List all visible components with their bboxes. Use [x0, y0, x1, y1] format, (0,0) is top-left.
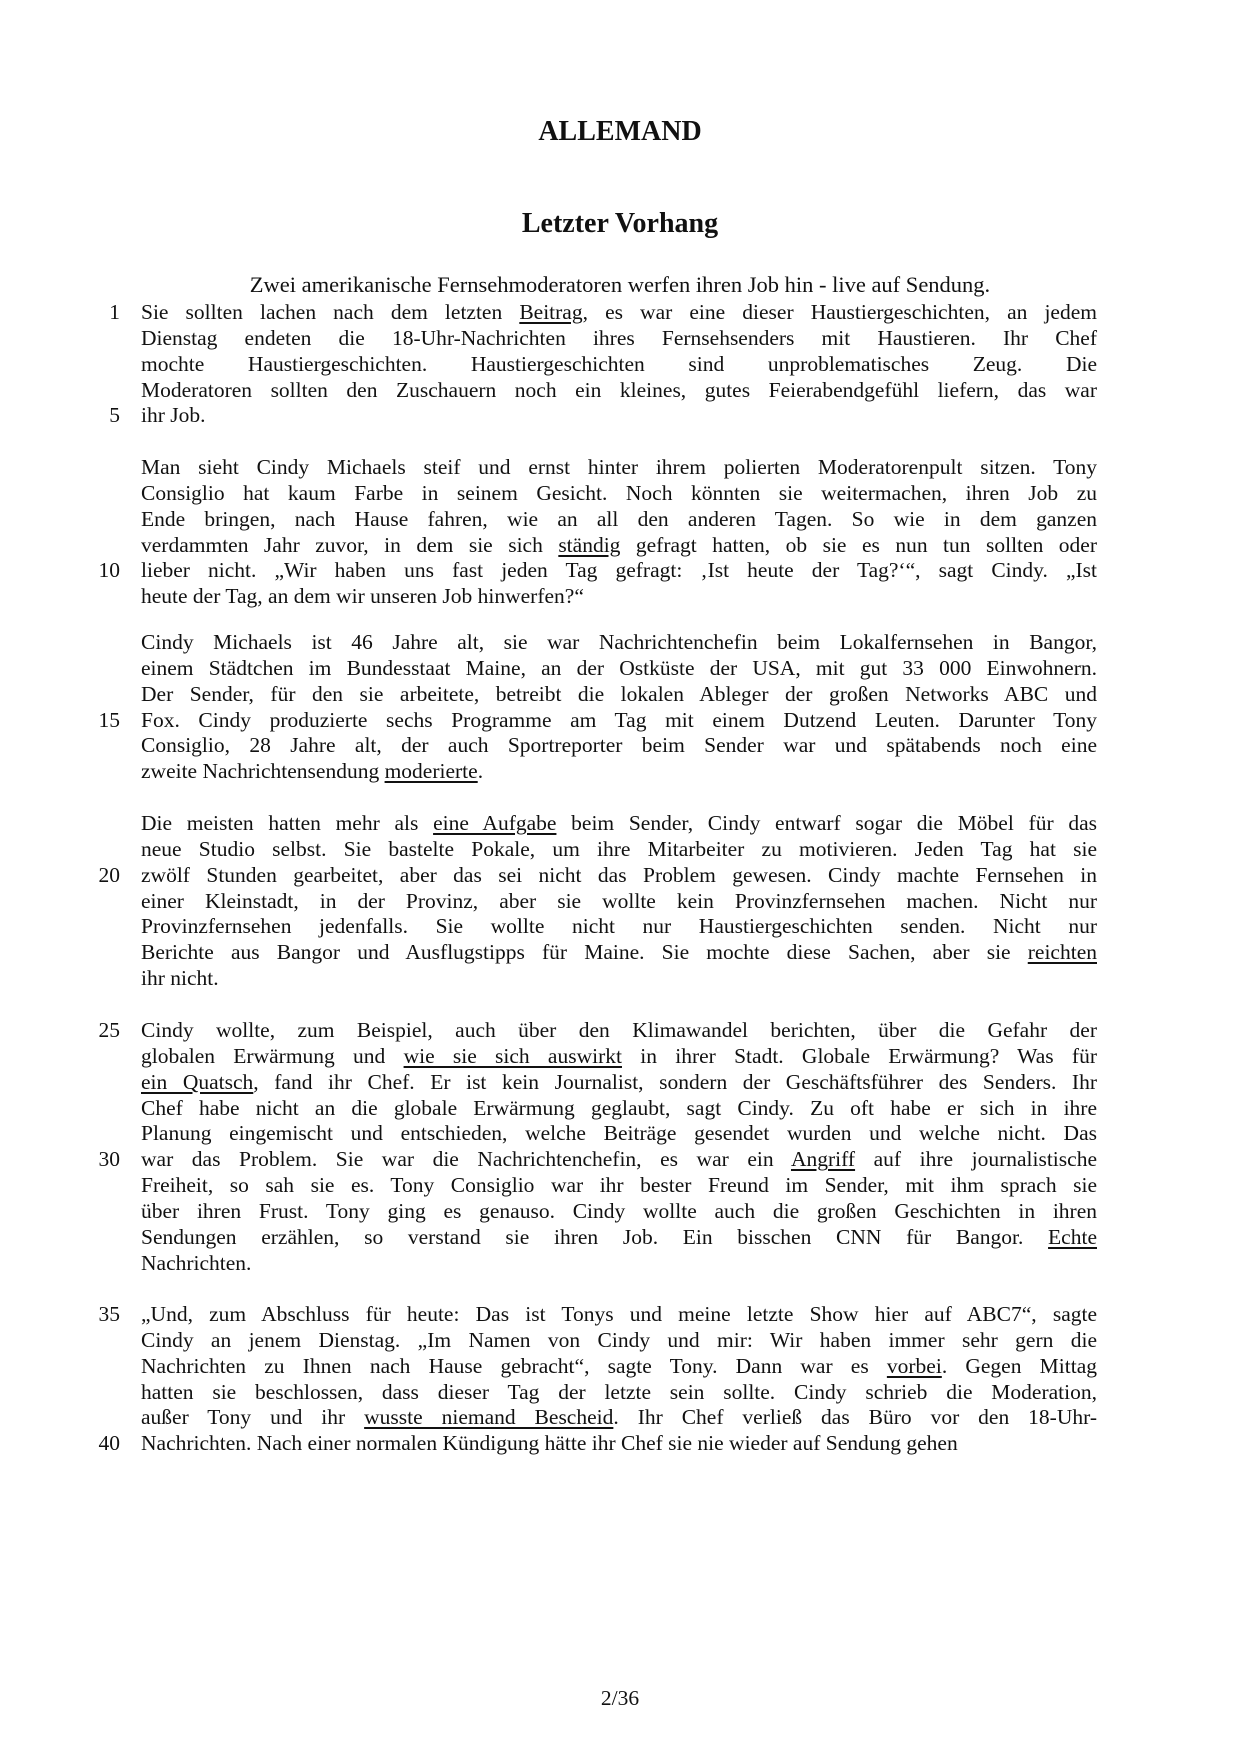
text-line: [141, 861, 1097, 890]
text-segment: Sendungen erzählen, so verstand sie ihren Job. Ein bisschen CNN für Bangor.: [141, 1224, 1049, 1249]
line-number: 35: [98, 1302, 120, 1326]
text-segment: Consiglio hat kaum Farbe in seinem Gesicht. Noch könnten sie weitermachen, ihren Job zu: [141, 480, 1097, 505]
text-segment: hatten sie beschlossen, dass dieser Tag der letzte sein sollte. Cindy schrieb die Moderation,: [141, 1379, 1097, 1404]
vocabulary-term: vorbei: [886, 1353, 942, 1378]
text-segment: Consiglio, 28 Jahre alt, der auch Sportreporter beim Sender war und spätabends noch eine: [141, 733, 1097, 758]
text-segment: Sie sollten lachen nach dem letzten: [141, 300, 520, 324]
text-line: [141, 912, 1097, 941]
text-segment: Nachrichten zu Ihnen nach Hause gebracht“, sagte Tony. Dann war es: [141, 1353, 887, 1378]
text-segment: zweite Nachrichtensendung: [141, 759, 385, 784]
text-segment: einer Kleinstadt, in der Provinz, aber sie wollte kein Provinzfernsehen machen. Nicht nur: [141, 888, 1097, 913]
text-segment: . Gegen Mittag: [941, 1353, 1097, 1378]
text-segment: beim Sender, Cindy entwarf sogar die Möbel für das: [556, 811, 1097, 835]
text-line: [141, 1171, 1097, 1200]
text-segment: .: [477, 759, 484, 784]
text-segment: Moderatoren sollten den Zuschauern noch ein kleines, gutes Feierabendgefühl liefern, das war: [141, 377, 1097, 402]
text-line: [141, 1378, 1097, 1407]
text-segment: Der Sender, für den sie arbeitete, betreibt die lokalen Ableger der großen Networks ABC und: [141, 681, 1097, 706]
text-segment: Cindy Michaels ist 46 Jahre alt, sie war Nachrichtenchefin beim Lokalfernsehen in Bangor,: [141, 630, 1097, 654]
text-segment: lieber nicht. „Wir haben uns fast jeden Tag gefragt: ‚Ist heute der Tag?‘“, sagt Cindy. „Ist: [141, 558, 1097, 583]
text-segment: Die meisten hatten mehr als: [141, 811, 434, 835]
text-segment: war das Problem. Sie war die Nachrichtenchefin, es war ein: [141, 1147, 791, 1172]
text-line: [141, 324, 1097, 353]
text-segment: ihr Job.: [141, 403, 206, 428]
section-language-heading: ALLEMAND: [538, 116, 702, 147]
vocabulary-term: reichten: [1027, 940, 1097, 965]
text-segment: Chef habe nicht an die globale Erwärmung geglaubt, sagt Cindy. Zu oft habe er sich in ihre: [141, 1095, 1097, 1120]
text-line: [141, 757, 1097, 786]
text-segment: Freiheit, so sah sie es. Tony Consiglio war ihr bester Freund im Sender, mit ihm sprach sie: [141, 1173, 1097, 1198]
text-segment: in ihrer Stadt. Globale Erwärmung? Was für: [621, 1043, 1097, 1068]
text-segment: Ende bringen, nach Hause fahren, wie an all den anderen Tagen. So wie in dem ganzen: [141, 506, 1097, 531]
text-segment: . Ihr Chef verließ das Büro vor den 18-Uhr-: [613, 1405, 1097, 1430]
text-segment: über ihren Frust. Tony ging es genauso. Cindy wollte auch die großen Geschichten in ihren: [141, 1198, 1097, 1223]
text-segment: „Und, zum Abschluss für heute: Das ist Tonys und meine letzte Show hier auf ABC7“, sagte: [141, 1302, 1097, 1326]
page-number: 2/36: [600, 1686, 640, 1710]
vocabulary-term: wusste niemand Bescheid: [364, 1405, 614, 1430]
vocabulary-term: moderierte: [384, 759, 478, 784]
text-segment: außer Tony und ihr: [141, 1405, 365, 1430]
text-line: [141, 505, 1097, 534]
article-title: Letzter Vorhang: [521, 208, 719, 239]
text-segment: Dienstag endeten die 18-Uhr-Nachrichten ihres Fernsehsenders mit Haustieren. Ihr Chef: [141, 325, 1097, 350]
text-segment: neue Studio selbst. Sie bastelte Pokale, um ihre Mitarbeiter zu motivieren. Jeden Tag hat sie: [141, 836, 1097, 861]
text-line: [141, 1068, 1097, 1097]
line-number: 20: [98, 862, 120, 887]
text-segment: ihr nicht.: [141, 966, 219, 991]
vocabulary-term: Echte: [1048, 1224, 1097, 1249]
text-segment: Cindy an jenem Dienstag. „Im Namen von Cindy und mir: Wir haben immer sehr gern die: [141, 1327, 1097, 1352]
text-line: [141, 1403, 1097, 1432]
text-segment: , fand ihr Chef. Er ist kein Journalist, sondern der Geschäftsführer des Senders. Ihr: [253, 1069, 1097, 1094]
text-segment: Fox. Cindy produzierte sechs Programme am Tag mit einem Dutzend Leuten. Darunter Tony: [141, 707, 1097, 732]
text-line: [141, 1223, 1097, 1252]
vocabulary-term: Beitrag: [519, 300, 583, 324]
text-line: [141, 964, 1097, 993]
vocabulary-term: ein Quatsch: [141, 1069, 254, 1094]
article-subtitle: Zwei amerikanische Fernsehmoderatoren werfen ihren Job hin - live auf Sendung.: [249, 272, 991, 297]
text-segment: gefragt hatten, ob sie es nun tun sollten oder: [620, 532, 1098, 557]
text-line: [141, 401, 1097, 430]
text-segment: Cindy wollte, zum Beispiel, auch über den Klimawandel berichten, über die Gefahr der: [141, 1018, 1097, 1042]
text-line: [141, 809, 1097, 838]
text-segment: Provinzfernsehen jedenfalls. Sie wollte nicht nur Haustiergeschichten senden. Nicht nur: [141, 914, 1097, 939]
vocabulary-term: eine Aufgabe: [433, 811, 557, 835]
text-segment: mochte Haustiergeschichten. Haustiergeschichten sind unproblematisches Zeug. Die: [141, 351, 1097, 376]
text-segment: Berichte aus Bangor und Ausflugstipps für Maine. Sie mochte diese Sachen, aber sie: [141, 940, 1028, 965]
text-line: [141, 1197, 1097, 1226]
vocabulary-term: ständig: [558, 532, 621, 557]
text-segment: globalen Erwärmung und: [141, 1043, 404, 1068]
text-line: [141, 1352, 1097, 1381]
text-line: [141, 479, 1097, 508]
text-segment: Man sieht Cindy Michaels steif und ernst hinter ihrem polierten Moderatorenpult sitzen. Tony: [141, 455, 1097, 479]
text-line: [141, 938, 1097, 967]
text-segment: , es war eine dieser Haustiergeschichten, an jedem: [582, 300, 1097, 324]
text-line: [141, 1249, 1097, 1278]
text-segment: zwölf Stunden gearbeitet, aber das sei nicht das Problem gewesen. Cindy machte Fernsehen in: [141, 862, 1097, 887]
line-number: 5: [109, 403, 120, 428]
text-segment: Planung eingemischt und entschieden, welche Beiträge gesendet wurden und welche nicht. Das: [141, 1121, 1097, 1146]
text-line: [141, 654, 1097, 683]
text-line: [141, 350, 1097, 379]
text-line: [141, 628, 1097, 657]
text-line: [141, 531, 1097, 560]
text-segment: Nachrichten. Nach einer normalen Kündigung hätte ihr Chef sie nie wieder auf Sendung gehen: [141, 1431, 958, 1456]
text-line: [141, 1016, 1097, 1045]
text-segment: heute der Tag, an dem wir unseren Job hinwerfen?“: [141, 584, 584, 609]
line-number: 1: [109, 300, 120, 324]
text-line: [141, 1326, 1097, 1355]
text-line: [141, 453, 1097, 482]
text-segment: Nachrichten.: [141, 1250, 252, 1275]
text-line: [141, 1145, 1097, 1174]
text-line: [141, 706, 1097, 735]
vocabulary-term: Angriff: [790, 1147, 856, 1172]
text-line: [141, 835, 1097, 864]
text-segment: verdammten Jahr zuvor, in dem sie sich: [141, 532, 559, 557]
line-number: 40: [98, 1431, 120, 1456]
line-number: 15: [98, 707, 120, 732]
line-number: 10: [98, 558, 120, 583]
vocabulary-term: wie sie sich auswirkt: [403, 1043, 622, 1068]
text-line: [141, 1042, 1097, 1071]
text-line: [141, 1119, 1097, 1148]
text-segment: einem Städtchen im Bundesstaat Maine, an der Ostküste der USA, mit gut 33 000 Einwohnern.: [141, 655, 1097, 680]
text-line: [141, 556, 1097, 585]
text-line: [141, 1429, 1097, 1458]
line-number: 30: [98, 1147, 120, 1172]
text-line: [141, 582, 1097, 611]
text-line: [141, 1094, 1097, 1123]
text-segment: auf ihre journalistische: [855, 1147, 1097, 1172]
text-line: [141, 376, 1097, 405]
text-line: [141, 731, 1097, 760]
text-line: [141, 887, 1097, 916]
text-line: [141, 298, 1097, 327]
line-number: 25: [98, 1018, 120, 1042]
text-line: [141, 1300, 1097, 1329]
text-line: [141, 680, 1097, 709]
